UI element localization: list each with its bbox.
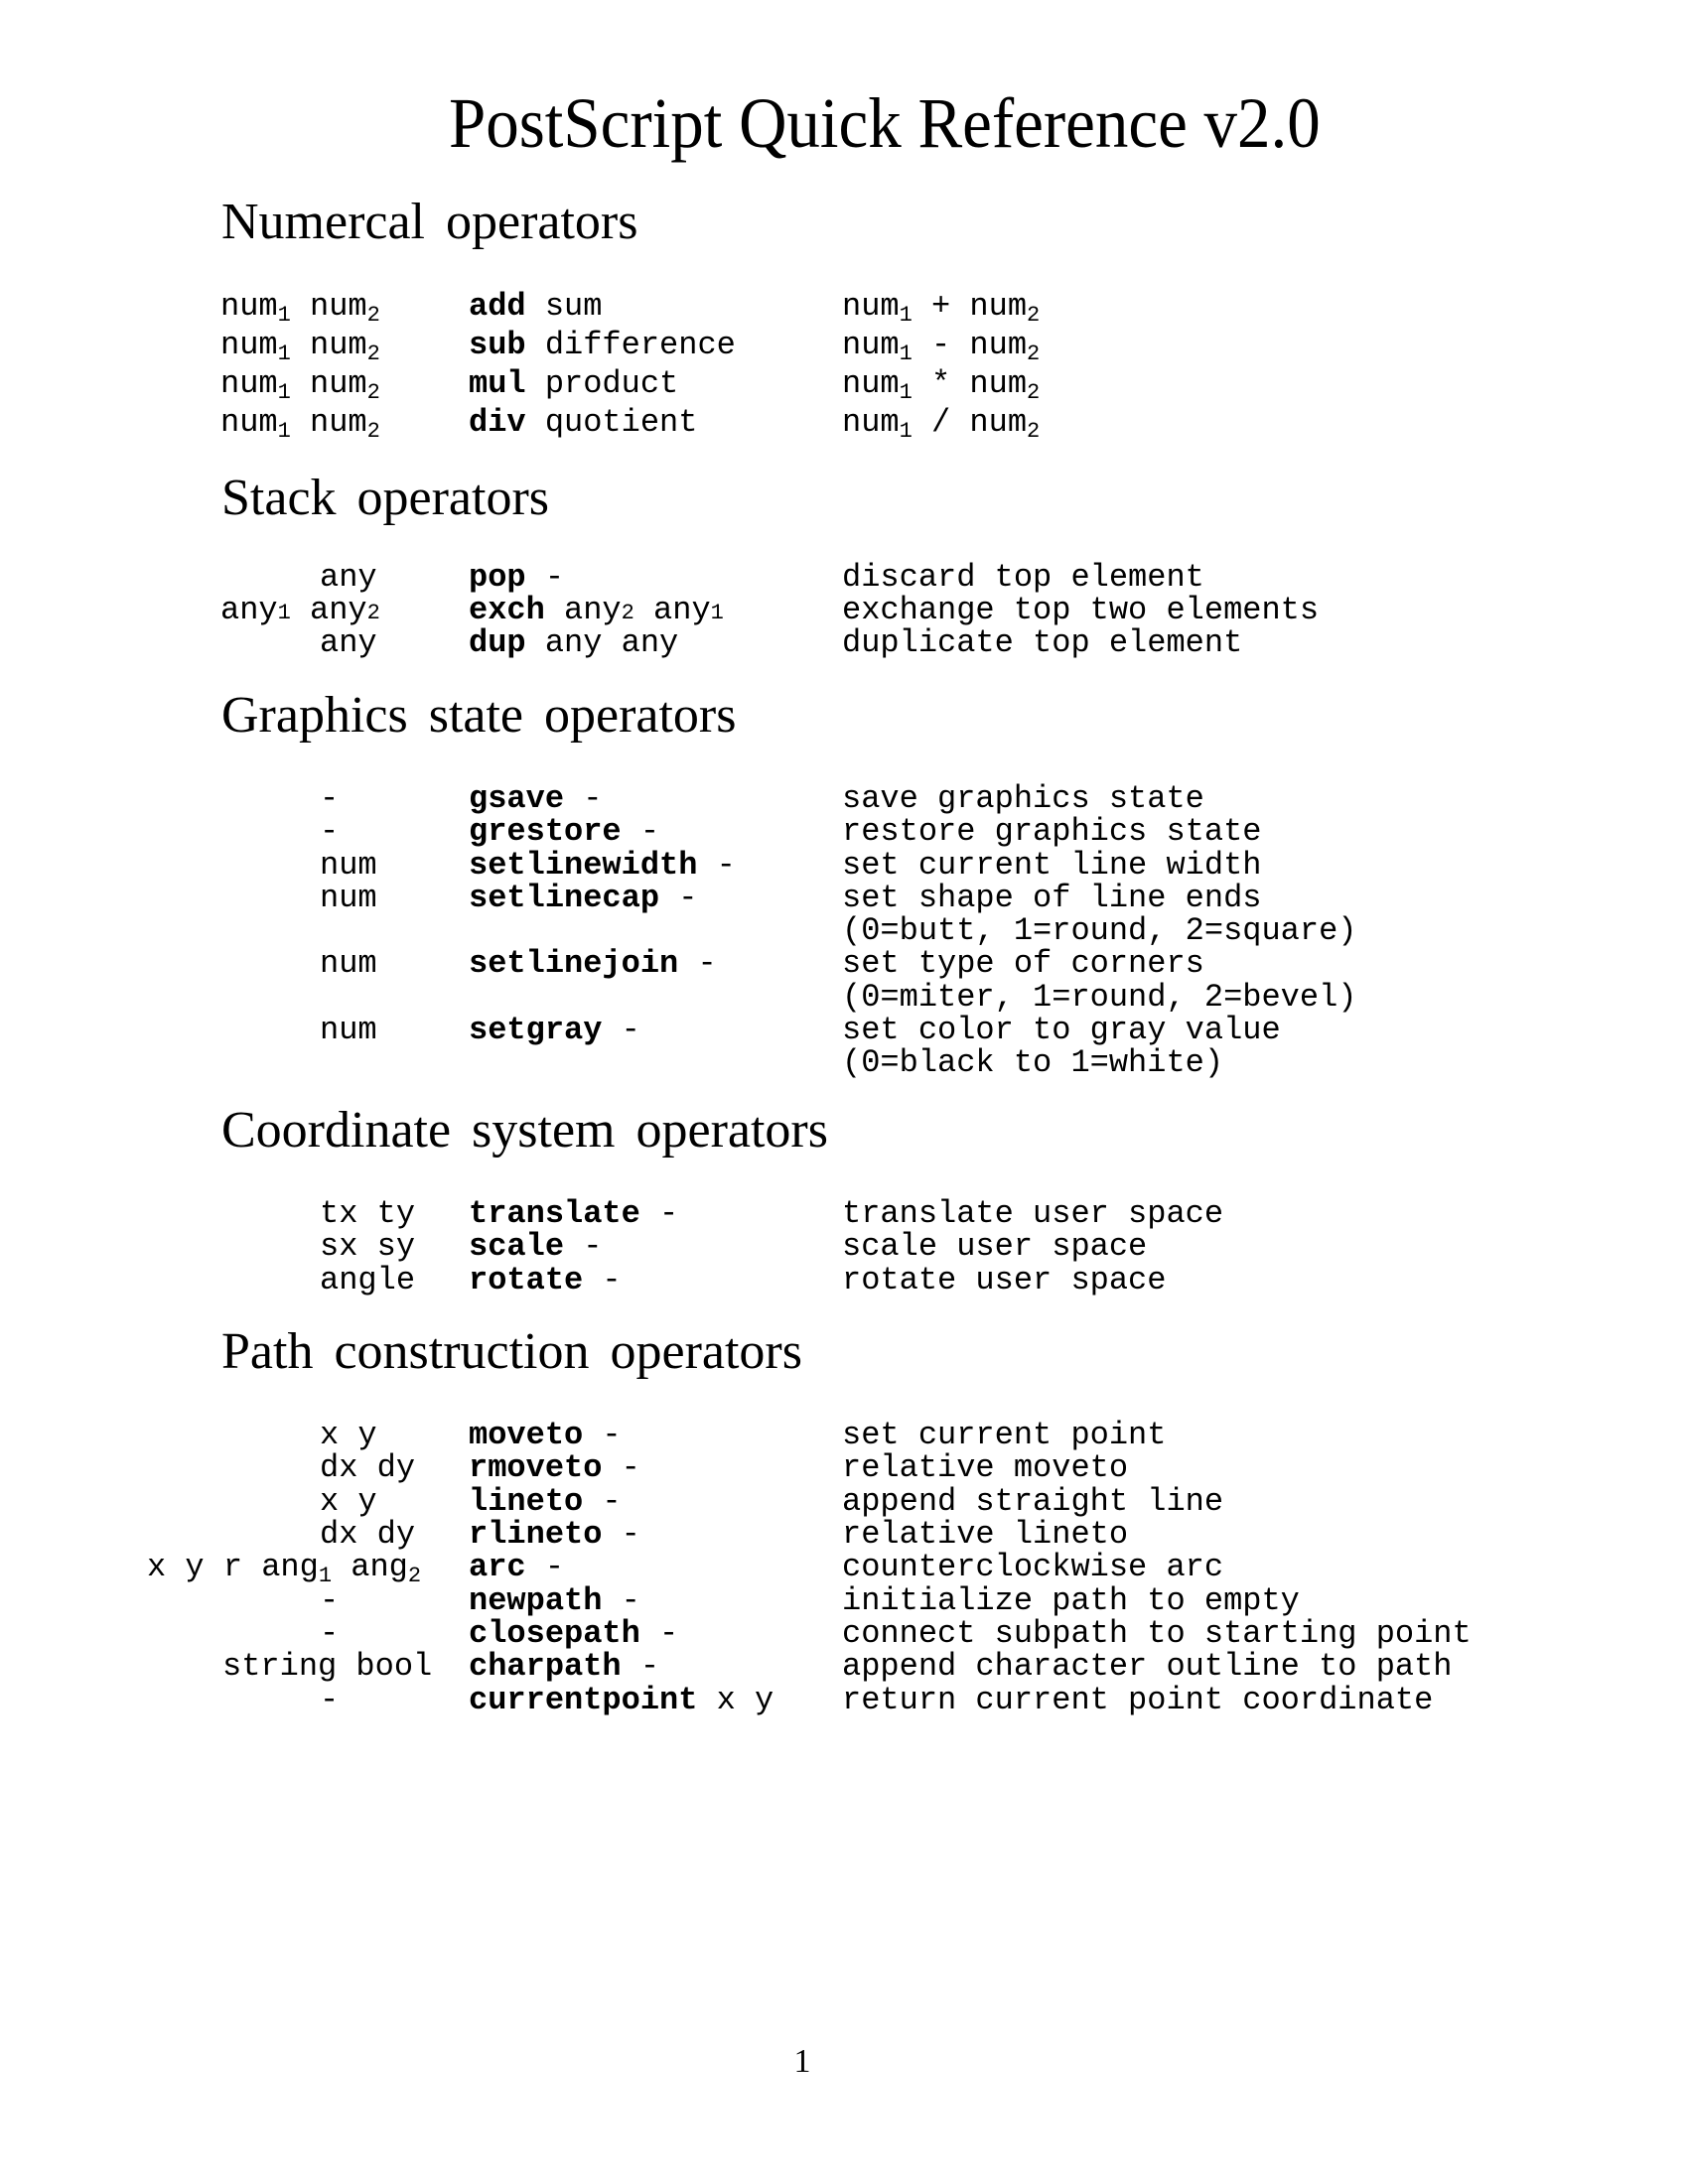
operator-entry xyxy=(469,367,678,401)
operator-args: x y r ang$_1$ ang$_2$ xyxy=(147,1549,422,1588)
table-row xyxy=(0,1584,1688,1618)
operator-description-note: (0=butt, 1=round, 2=square) xyxy=(842,912,1357,949)
section-heading-coordinate-system: Coordinate system operators xyxy=(221,1102,828,1159)
table-row xyxy=(0,626,1688,660)
operator-entry xyxy=(469,626,678,660)
table-row xyxy=(0,288,1688,328)
table-row xyxy=(0,1419,1688,1452)
operator-name: div xyxy=(469,404,526,441)
operator-name: rmoveto xyxy=(469,1449,603,1486)
operator-description: duplicate top element xyxy=(842,624,1243,661)
table-row xyxy=(0,1617,1688,1651)
operator-description: set current point xyxy=(842,1417,1167,1453)
operator-description: counterclockwise arc xyxy=(842,1549,1224,1585)
operator-description: num$_1$ / num$_2$ xyxy=(842,404,1041,444)
table-row xyxy=(0,327,1688,366)
table-row xyxy=(0,365,1688,405)
operator-description-note: (0=black to 1=white) xyxy=(842,1044,1224,1081)
operator-name: newpath xyxy=(469,1582,603,1619)
operator-args: x y xyxy=(320,1417,377,1453)
operator-name: setlinejoin xyxy=(469,945,679,982)
operator-description: relative moveto xyxy=(842,1449,1129,1486)
operator-result: - xyxy=(716,847,736,884)
operator-entry xyxy=(469,1419,622,1452)
operator-args: - xyxy=(320,1582,340,1619)
operator-args: any1 any2 xyxy=(220,592,380,628)
table-row-continuation xyxy=(0,914,1688,948)
operator-name: rotate xyxy=(469,1262,584,1298)
operator-result: - xyxy=(697,945,717,982)
operator-args: - xyxy=(320,1682,340,1718)
operator-result: - xyxy=(678,880,698,916)
operator-result: - xyxy=(602,1417,622,1453)
operator-args: num xyxy=(320,1012,377,1048)
operator-entry xyxy=(469,1485,622,1519)
operator-name: mul xyxy=(469,365,526,402)
operator-name: pop xyxy=(469,559,526,596)
operator-entry xyxy=(469,782,602,816)
operator-args: num xyxy=(320,945,377,982)
operator-description: rotate user space xyxy=(842,1262,1167,1298)
operator-description: save graphics state xyxy=(842,780,1204,817)
operator-result: quotient xyxy=(544,404,698,441)
operator-result: difference xyxy=(544,327,736,363)
operator-description: set color to gray value xyxy=(842,1012,1281,1048)
operator-description: return current point coordinate xyxy=(842,1682,1434,1718)
operator-entry xyxy=(469,1264,622,1297)
operator-result: - xyxy=(621,1012,640,1048)
operator-entry xyxy=(469,1014,640,1047)
operator-entry xyxy=(469,329,736,362)
operator-args: - xyxy=(320,813,340,850)
table-row xyxy=(0,404,1688,444)
table-row-continuation xyxy=(0,981,1688,1015)
operator-args: - xyxy=(320,780,340,817)
operator-args: num$_1$ num$_2$ xyxy=(220,404,380,444)
operator-description: num$_1$ * num$_2$ xyxy=(842,365,1041,405)
operator-name: rlineto xyxy=(469,1516,603,1553)
operator-entry xyxy=(469,1518,640,1552)
operator-description: num$_1$ - num$_2$ xyxy=(842,327,1041,366)
operator-result: - xyxy=(583,780,603,817)
operator-name: setgray xyxy=(469,1012,603,1048)
operator-result: - xyxy=(544,559,565,596)
table-row xyxy=(0,849,1688,883)
operator-result: - xyxy=(639,1648,660,1685)
section-heading-numerical: Numercal operators xyxy=(221,194,638,250)
operator-name: charpath xyxy=(469,1648,622,1685)
operator-result: - xyxy=(602,1262,622,1298)
table-row xyxy=(0,815,1688,849)
section-heading-stack: Stack operators xyxy=(221,470,550,526)
operator-description: append character outline to path xyxy=(842,1648,1453,1685)
table-row xyxy=(0,1650,1688,1684)
operator-entry xyxy=(469,1684,774,1717)
operator-name: setlinecap xyxy=(469,880,660,916)
operator-result: - xyxy=(639,813,660,850)
operator-entry xyxy=(469,406,697,440)
table-row xyxy=(0,1549,1688,1588)
operator-description: translate user space xyxy=(842,1195,1224,1232)
operator-entry xyxy=(469,1197,678,1231)
table-row xyxy=(0,947,1688,981)
operator-args: sx sy xyxy=(320,1228,416,1265)
operator-result: any2 any1 xyxy=(564,592,724,628)
table-row xyxy=(0,1230,1688,1264)
table-row xyxy=(0,1264,1688,1297)
operator-name: dup xyxy=(469,624,526,661)
operator-description-note: (0=miter, 1=round, 2=bevel) xyxy=(842,979,1357,1016)
operator-entry xyxy=(469,815,659,849)
operator-entry xyxy=(469,290,602,324)
operator-description: restore graphics state xyxy=(842,813,1262,850)
operator-args: num$_1$ num$_2$ xyxy=(220,365,380,405)
operator-description: set current line width xyxy=(842,847,1262,884)
operator-description: set shape of line ends xyxy=(842,880,1262,916)
operator-name: gsave xyxy=(469,780,565,817)
operator-name: translate xyxy=(469,1195,640,1232)
operator-args: dx dy xyxy=(320,1449,416,1486)
operator-args: string bool xyxy=(222,1648,433,1685)
operator-name: lineto xyxy=(469,1483,584,1520)
operator-entry xyxy=(469,882,697,915)
operator-result: - xyxy=(621,1582,640,1619)
operator-description: discard top element xyxy=(842,559,1204,596)
operator-entry xyxy=(469,1451,640,1485)
operator-description: initialize path to empty xyxy=(842,1582,1300,1619)
operator-description: relative lineto xyxy=(842,1516,1129,1553)
operator-description: connect subpath to starting point xyxy=(842,1615,1472,1652)
table-row xyxy=(0,1451,1688,1485)
page-number: 1 xyxy=(793,2043,811,2080)
operator-entry xyxy=(469,1230,602,1264)
table-row xyxy=(0,1684,1688,1717)
operator-name: closepath xyxy=(469,1615,640,1652)
operator-args: num xyxy=(320,847,377,884)
operator-description: exchange top two elements xyxy=(842,592,1320,628)
operator-name: sub xyxy=(469,327,526,363)
section-heading-graphics-state: Graphics state operators xyxy=(221,687,737,744)
operator-args: tx ty xyxy=(320,1195,416,1232)
operator-args: dx dy xyxy=(320,1516,416,1553)
operator-args: num$_1$ num$_2$ xyxy=(220,327,380,366)
table-row xyxy=(0,1197,1688,1231)
operator-result: any any xyxy=(544,624,679,661)
operator-name: grestore xyxy=(469,813,622,850)
table-row-continuation xyxy=(0,1046,1688,1080)
operator-entry xyxy=(469,1551,564,1584)
operator-entry xyxy=(469,849,736,883)
table-row xyxy=(0,594,1688,627)
operator-entry xyxy=(469,1584,640,1618)
operator-args: any xyxy=(320,559,377,596)
operator-result: - xyxy=(659,1195,679,1232)
operator-entry xyxy=(469,947,717,981)
table-row xyxy=(0,1518,1688,1552)
table-row xyxy=(0,561,1688,595)
operator-result: - xyxy=(583,1228,603,1265)
operator-result: product xyxy=(544,365,679,402)
operator-args: num$_1$ num$_2$ xyxy=(220,288,380,328)
operator-name: exch xyxy=(469,592,545,628)
operator-description: append straight line xyxy=(842,1483,1224,1520)
operator-args: any xyxy=(320,624,377,661)
operator-name: scale xyxy=(469,1228,565,1265)
operator-result: x y xyxy=(716,1682,774,1718)
table-row xyxy=(0,1485,1688,1519)
operator-result: sum xyxy=(544,288,603,325)
operator-args: angle xyxy=(320,1262,416,1298)
operator-result: - xyxy=(602,1483,622,1520)
operator-entry xyxy=(469,1617,678,1651)
operator-result: - xyxy=(659,1615,679,1652)
operator-name: add xyxy=(469,288,526,325)
page-title: PostScript Quick Reference v2.0 xyxy=(449,83,1321,163)
table-row xyxy=(0,1014,1688,1047)
operator-name: setlinewidth xyxy=(469,847,698,884)
table-row xyxy=(0,882,1688,915)
operator-args: num xyxy=(320,880,377,916)
operator-result: - xyxy=(621,1516,640,1553)
table-row xyxy=(0,782,1688,816)
operator-name: arc xyxy=(469,1549,526,1585)
operator-name: currentpoint xyxy=(469,1682,698,1718)
operator-result: - xyxy=(621,1449,640,1486)
operator-description: num$_1$ + num$_2$ xyxy=(842,288,1041,328)
operator-name: moveto xyxy=(469,1417,584,1453)
section-heading-path-construction: Path construction operators xyxy=(221,1323,802,1380)
operator-args: - xyxy=(320,1615,340,1652)
operator-result: - xyxy=(544,1549,565,1585)
operator-description: set type of corners xyxy=(842,945,1204,982)
operator-args: x y xyxy=(320,1483,377,1520)
operator-description: scale user space xyxy=(842,1228,1148,1265)
operator-entry xyxy=(469,1650,659,1684)
operator-entry xyxy=(469,561,564,595)
